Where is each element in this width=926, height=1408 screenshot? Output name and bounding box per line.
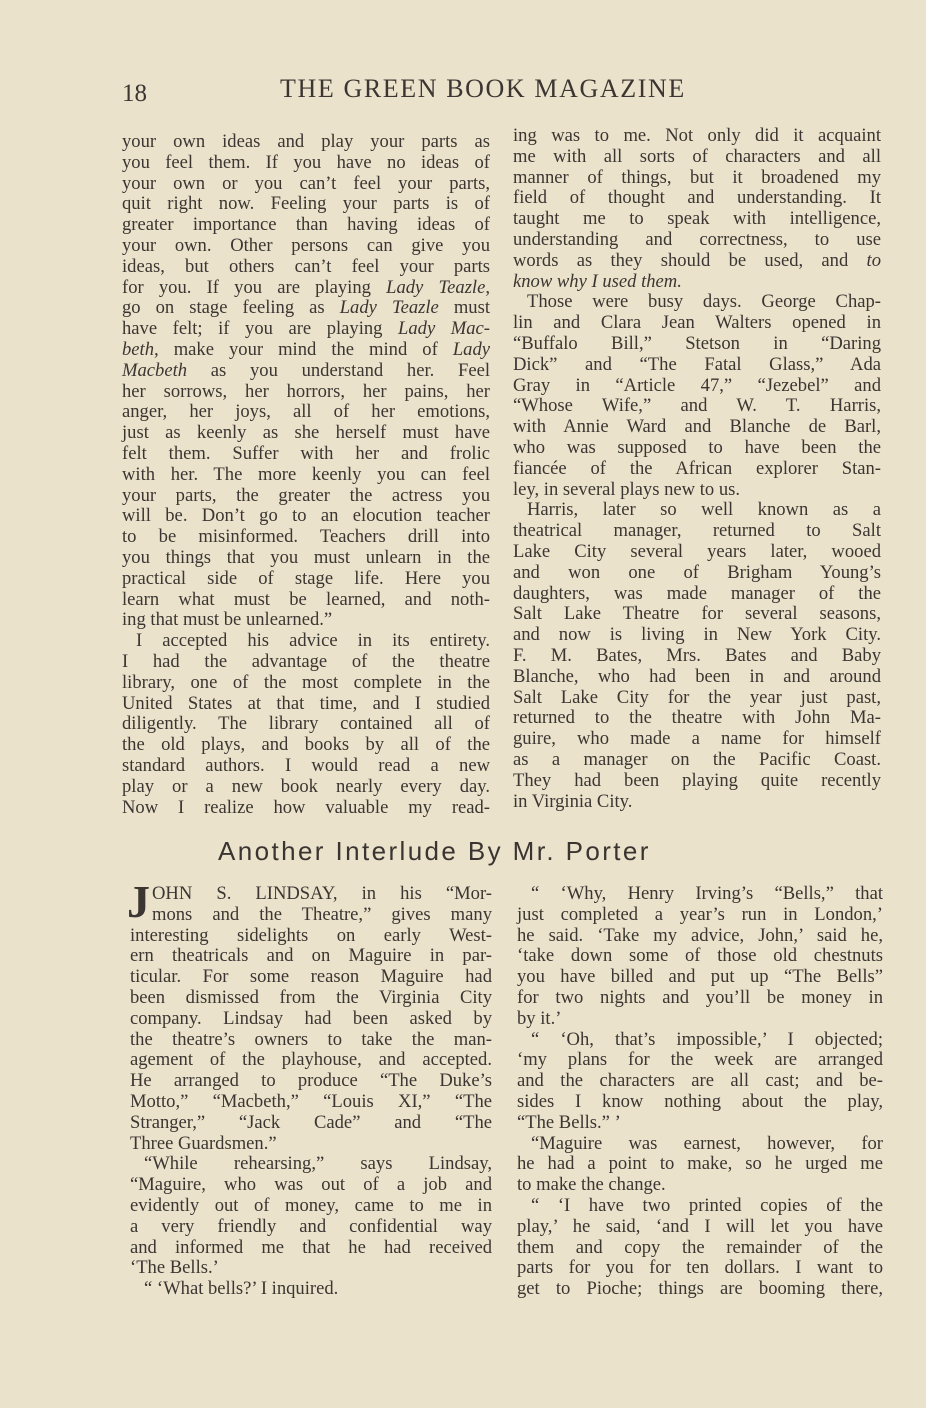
text-line: your own ideas and play your parts as [122,131,490,152]
text-line: he had a point to make, so he urged me [517,1153,883,1175]
text-line: play or a new book nearly every day. [122,775,490,797]
text-line: Blanche, who had been in and around [513,665,881,687]
text-line: just completed a year’s run in London,’ [517,903,883,925]
text-line: “ ‘Oh, that’s impossible,’ I objected; [531,1028,883,1050]
text-line: lin and Clara Jean Walters opened in [513,312,881,334]
italic-text: Lady Mac- [398,318,490,340]
text-segment: make your mind the mind of [158,338,453,360]
text-line: by it.’ [517,1007,562,1029]
text-segment: as you understand her. Feel [187,359,490,381]
text-line [122,319,490,340]
text-line: with Annie Ward and Blanche de Barl, [513,416,881,438]
text-line: ing was to me. Not only did it acquaint [513,125,881,146]
text-line: your own. Other persons can give you [122,234,490,256]
text-line: your parts, the greater the actress you [122,484,490,506]
text-line: who was supposed to have been the [513,436,881,458]
text-line: felt them. Suffer with her and frolic [122,442,490,464]
text-line: evidently out of money, came to me in [130,1194,492,1216]
text-line: Those were busy days. George Chap- [527,291,881,313]
text-line: been dismissed from the Virginia City [130,986,492,1008]
text-line: ern theatricals and on Maguire in par- [130,945,492,967]
text-line [122,278,490,299]
text-line: in Virginia City. [513,790,633,812]
text-line: “ ‘Why, Henry Irving’s “Bells,” that [531,883,883,904]
text-line: and the characters are all cast; and be- [517,1070,883,1092]
text-line: I had the advantage of the theatre [122,650,490,672]
text-line: he said. ‘Take my advice, John,’ said he, [517,924,883,946]
text-segment: go on stage feeling as [122,297,340,319]
text-line: Salt Lake City for the year just past, [513,686,881,708]
column-bottom-right [517,884,883,1300]
text-line: with her. The more keenly you can feel [122,463,490,485]
text-line: manner of things, but it broadened my [513,166,881,188]
text-line: you things that you must unlearn in the [122,546,490,568]
text-line: field of thought and understanding. It [513,187,881,209]
text-line: you have billed and put up “The Bells” [517,966,883,988]
text-line: Harris, later so well known as a [527,499,881,521]
text-line: greater importance than having ideas of [122,214,490,236]
italic-text: Lady Teazle, [386,276,490,298]
text-line: company. Lindsay had been asked by [130,1007,492,1029]
text-line: and now is living in New York City. [513,624,881,646]
text-line: and won one of Brigham Young’s [513,561,881,583]
text-line: They had been playing quite recently [513,769,881,791]
text-line: get to Pioche; things are booming there, [517,1278,883,1300]
column-bottom-left [130,884,492,1300]
column-top-left [122,132,490,818]
drop-cap: J [127,876,150,927]
text-line: theatrical manager, returned to Salt [513,520,881,542]
italic-text: Lady Teazle [339,297,439,319]
text-line: Now I realize how valuable my read- [122,796,490,818]
text-line: will be. Don’t go to an elocution teacher [122,505,490,527]
page-number: 18 [122,80,147,107]
text-line: ing that must be unlearned.” [122,609,333,631]
text-line: ‘take down some of those old chestnuts [517,945,883,967]
text-line: to be misinformed. Teachers drill into [122,526,490,548]
text-line: “Whose Wife,” and W. T. Harris, [513,395,881,417]
text-line [513,251,881,272]
text-line: play,’ he said, ‘and I will let you have [517,1215,883,1237]
text-line: and informed me that he had received [130,1236,492,1258]
text-line: ley, in several plays new to us. [513,478,741,500]
text-line: F. M. Bates, Mrs. Bates and Baby [513,644,881,666]
column-top-right [513,126,881,812]
text-line: “While rehearsing,” says Lindsay, [144,1153,492,1175]
text-line: Dick” and “The Fatal Glass,” Ada [513,353,881,375]
text-line: practical side of stage life. Here you [122,567,490,589]
text-line [122,340,490,361]
text-line: Lake City several years later, wooed [513,540,881,562]
text-line: the old plays, and books by all of the [122,734,490,756]
text-line: “Maguire was earnest, however, for [531,1132,883,1154]
italic-text: know why I used them. [513,270,682,292]
text-line: “ ‘I have two printed copies of the [531,1194,883,1216]
text-line: returned to the theatre with John Ma- [513,707,881,729]
text-line [122,298,490,319]
text-line: Stranger,” “Jack Cade” and “The [130,1111,492,1133]
text-line: to make the change. [517,1174,666,1196]
text-line: quit right now. Feeling your parts is of [122,193,490,215]
text-line: He arranged to produce “The Duke’s [130,1070,492,1092]
text-line: Three Guardsmen.” [130,1132,277,1154]
running-title: THE GREEN BOOK MAGAZINE [280,74,686,103]
text-line: just as keenly as she herself must have [122,422,490,444]
italic-text: to [866,249,881,271]
text-line: me with all sorts of characters and all [513,145,881,167]
text-line: guire, who made a name for himself [513,728,881,750]
text-line: OHN S. LINDSAY, in his “Mor- [152,883,492,904]
text-line [122,361,490,382]
text-line: anger, her joys, all of her emotions, [122,401,490,423]
text-line: I accepted his advice in its entirety. [136,630,490,652]
text-segment: words as they should be used, and [513,249,867,271]
text-line: the theatre’s owners to take the man- [130,1028,492,1050]
section-heading: Another Interlude By Mr. Porter [218,836,651,866]
text-line: daughters, was made manager of the [513,582,881,604]
text-line: ‘my plans for the week are arranged [517,1049,883,1071]
text-line: “Maguire, who was out of a job and [130,1174,492,1196]
italic-text: Lady [452,338,490,360]
text-line: them and copy the remainder of the [517,1236,883,1258]
text-line: a very friendly and confidential way [130,1215,492,1237]
text-line: Salt Lake Theatre for several seasons, [513,603,881,625]
text-line: ‘The Bells.’ [130,1257,219,1279]
text-line: mons and the Theatre,” gives many [152,903,492,925]
text-line: taught me to speak with intelligence, [513,208,881,230]
text-line: interesting sidelights on early West- [130,924,492,946]
text-line: United States at that time, and I studied [122,692,490,714]
text-segment: have felt; if you are playing [122,318,399,340]
text-line: parts for you for ten dollars. I want to [517,1257,883,1279]
text-line: ticular. For some reason Maguire had [130,966,492,988]
text-line: sides I know nothing about the play, [517,1090,883,1112]
text-line: understanding and correctness, to use [513,228,881,250]
text-line: her sorrows, her horrors, her pains, her [122,380,490,402]
text-line: Gray in “Article 47,” “Jezebel” and [513,374,881,396]
text-line: ideas, but others can’t feel your parts [122,255,490,277]
text-line: library, one of the most complete in the [122,671,490,693]
text-line: standard authors. I would read a new [122,754,490,776]
italic-text: beth, [122,338,159,360]
text-line: diligently. The library contained all of [122,713,490,735]
text-line: agement of the playhouse, and accepted. [130,1049,492,1071]
text-line: “ ‘What bells?’ I inquired. [144,1278,339,1300]
text-segment: for you. If you are playing [122,276,387,298]
text-line: learn what must be learned, and noth- [122,588,490,610]
text-line: “Buffalo Bill,” Stetson in “Daring [513,332,881,354]
text-line: you feel them. If you have no ideas of [122,151,490,173]
text-line: Motto,” “Macbeth,” “Louis XI,” “The [130,1090,492,1112]
text-segment: must [438,297,490,319]
text-line: fiancée of the African explorer Stan- [513,457,881,479]
text-line: as a manager on the Pacific Coast. [513,748,881,770]
text-line [513,272,881,293]
text-line: “The Bells.” ’ [517,1111,621,1133]
italic-text: Macbeth [122,359,188,381]
text-line: for two nights and you’ll be money in [517,986,883,1008]
text-line: your own or you can’t feel your parts, [122,172,490,194]
